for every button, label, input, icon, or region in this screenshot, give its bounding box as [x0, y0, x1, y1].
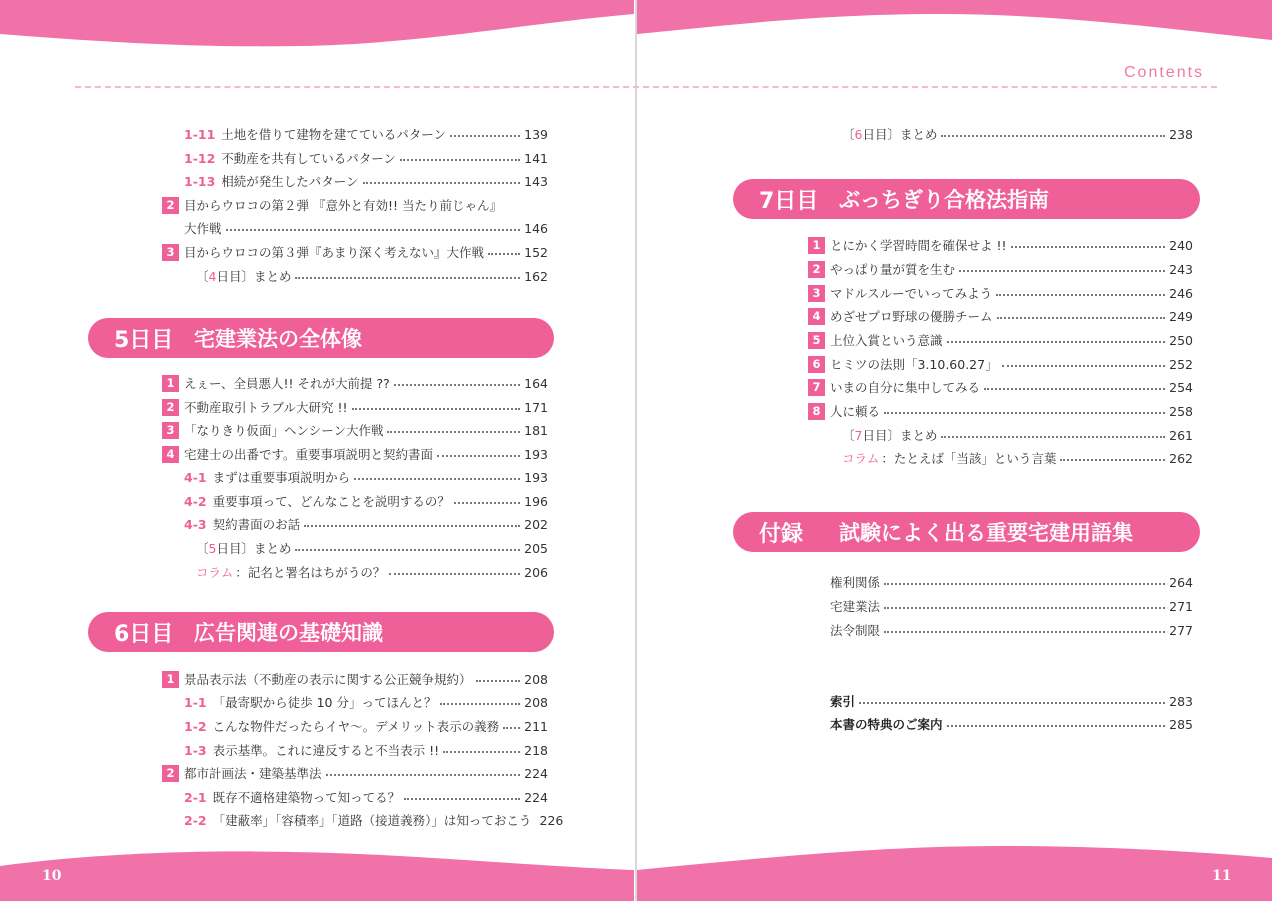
section-number-box: 2	[808, 261, 825, 278]
right-page-number: 11	[1212, 868, 1232, 884]
page-number: 224	[524, 765, 548, 781]
toc-entry[interactable]	[808, 377, 1193, 397]
toc-entry[interactable]	[808, 330, 1193, 350]
day5-banner	[88, 318, 554, 358]
page-number: 171	[524, 399, 548, 415]
toc-entry[interactable]	[162, 420, 548, 440]
summary-suffix: 日目〕まとめ	[216, 269, 292, 284]
entry-title: 景品表示法（不動産の表示に関する公正競争規約）	[184, 672, 472, 687]
toc-entry[interactable]	[184, 467, 548, 487]
entry-title: 大作戦	[184, 221, 222, 236]
dot-leader	[947, 341, 1165, 343]
dot-leader	[997, 317, 1165, 319]
subsection-number: 1-3	[184, 742, 207, 758]
page-number: 246	[1169, 285, 1193, 301]
day7-banner	[733, 179, 1200, 219]
dot-leader	[884, 412, 1165, 414]
page-number: 202	[524, 516, 548, 532]
toc-entry[interactable]	[830, 691, 1193, 711]
appendix-banner	[733, 512, 1200, 552]
contents-header-label: Contents	[1124, 64, 1205, 81]
dot-leader	[389, 573, 520, 575]
page-number: 224	[524, 789, 548, 805]
summary-bracket: 〔	[842, 127, 855, 142]
summary-day-number: 5	[208, 540, 217, 556]
page-number: 258	[1169, 403, 1193, 419]
entry-title: 既存不適格建築物って知ってる？	[212, 790, 401, 805]
page-number: 208	[524, 671, 548, 687]
entry-title: 宅建業法	[830, 599, 881, 614]
page-number: 152	[524, 244, 548, 260]
toc-entry[interactable]	[184, 716, 548, 736]
toc-entry[interactable]	[162, 195, 548, 215]
dot-leader	[884, 631, 1165, 633]
summary-bracket: 〔	[842, 428, 855, 443]
subsection-number: 4-2	[184, 493, 207, 509]
dot-leader	[226, 229, 520, 231]
entry-title: 表示基準。これに違反すると不当表示 !!	[212, 743, 440, 758]
dot-leader	[1002, 365, 1165, 367]
page-number: 271	[1169, 598, 1193, 614]
entry-title: こんな物件だったらイヤ〜。デメリット表示の義務	[212, 719, 500, 734]
dot-leader	[884, 583, 1165, 585]
toc-entry[interactable]	[830, 714, 1193, 734]
page-number: 193	[524, 469, 548, 485]
toc-entry[interactable]	[842, 448, 1193, 468]
dot-leader	[947, 725, 1165, 727]
summary-day-number: 6	[854, 126, 863, 142]
entry-title: 「最寄駅から徒歩 10 分」ってほんと？	[212, 695, 437, 710]
entry-title: 法令制限	[830, 623, 881, 638]
subsection-number: 1-13	[184, 173, 216, 189]
toc-entry[interactable]	[184, 740, 548, 760]
entry-title: マドルスルーでいってみよう	[830, 286, 993, 301]
entry-title: えぇー、全員悪人!! それが大前提 ??	[184, 376, 390, 391]
page-number: 262	[1169, 450, 1193, 466]
section-number-box: 4	[162, 446, 179, 463]
dot-leader	[443, 751, 520, 753]
page-number: 211	[524, 718, 548, 734]
summary-bracket: 〔	[196, 541, 209, 556]
book-gutter	[635, 0, 637, 901]
toc-entry[interactable]	[808, 283, 1193, 303]
summary-day-number: 7	[854, 427, 863, 443]
subsection-number: 4-1	[184, 469, 207, 485]
page-number: 240	[1169, 237, 1193, 253]
entry-title: とにかく学習時間を確保せよ !!	[830, 238, 1007, 253]
page-number: 285	[1169, 716, 1193, 732]
page-number: 218	[524, 742, 548, 758]
dot-leader	[450, 135, 520, 137]
entry-title: 重要事項って、どんなことを説明するの？	[212, 494, 450, 509]
header-dashed-rule	[75, 86, 1217, 88]
section-number-box: 1	[162, 671, 179, 688]
toc-entry[interactable]	[184, 124, 548, 144]
summary-suffix: 日目〕まとめ	[216, 541, 292, 556]
section-number-box: 3	[162, 422, 179, 439]
entry-title: 目からウロコの第３弾『あまり深く考えない』大作戦	[184, 245, 485, 260]
toc-entry[interactable]	[808, 235, 1193, 255]
entry-title: 「なりきり仮面」ヘンシーン大作戦	[184, 423, 384, 438]
toc-entry[interactable]	[196, 266, 548, 286]
day7-label: 7日目	[759, 188, 819, 214]
toc-entry[interactable]	[162, 669, 548, 689]
page-number: 181	[524, 422, 548, 438]
dot-leader	[984, 388, 1165, 390]
dot-leader	[941, 436, 1165, 438]
toc-entry[interactable]	[184, 148, 548, 168]
page-number: 164	[524, 375, 548, 391]
entry-title: 権利関係	[830, 575, 881, 590]
appendix-title: 試験によく出る重要宅建用語集	[839, 521, 1133, 545]
summary-day-number: 4	[208, 268, 217, 284]
page-number: 249	[1169, 308, 1193, 324]
dot-leader	[404, 798, 520, 800]
entry-title: いまの自分に集中してみる	[830, 380, 981, 395]
dot-leader	[363, 182, 520, 184]
subsection-number: 1-11	[184, 126, 216, 142]
subsection-number: 1-1	[184, 694, 207, 710]
entry-title: 目からウロコの第２弾 『意外と有効!! 当たり前じゃん』	[184, 198, 502, 213]
dot-leader	[941, 135, 1165, 137]
dot-leader	[503, 727, 520, 729]
page-number: 196	[524, 493, 548, 509]
toc-entry[interactable]	[162, 763, 548, 783]
section-number-box: 5	[808, 332, 825, 349]
section-number-box: 4	[808, 308, 825, 325]
page-number: 264	[1169, 574, 1193, 590]
entry-title: ヒミツの法則「3.10.60.27」	[830, 357, 998, 372]
entry-title: 人に頼る	[830, 404, 881, 419]
entry-title: 都市計画法・建築基準法	[184, 766, 322, 781]
section-number-box: 1	[162, 375, 179, 392]
dot-leader	[996, 294, 1165, 296]
column-label: コラム	[842, 451, 880, 466]
entry-title: 契約書面のお話	[212, 517, 301, 532]
toc-entry[interactable]	[184, 810, 564, 830]
toc-entry[interactable]	[842, 124, 1193, 144]
entry-title: 本書の特典のご案内	[830, 717, 943, 732]
toc-entry[interactable]	[830, 572, 1193, 592]
subsection-number: 4-3	[184, 516, 207, 532]
dot-leader	[304, 525, 520, 527]
subsection-number: 2-1	[184, 789, 207, 805]
section-number-box: 7	[808, 379, 825, 396]
page-number: 254	[1169, 379, 1193, 395]
toc-entry[interactable]	[196, 562, 548, 582]
page-number: 205	[524, 540, 548, 556]
page-number: 261	[1169, 427, 1193, 443]
entry-title: ：記名と署名はちがうの？	[235, 565, 386, 580]
toc-entry[interactable]	[162, 397, 548, 417]
dot-leader	[1011, 246, 1166, 248]
section-number-box: 2	[162, 765, 179, 782]
dot-leader	[476, 680, 520, 682]
dot-leader	[884, 607, 1165, 609]
entry-title: めざせプロ野球の優勝チーム	[830, 309, 993, 324]
section-number-box: 2	[162, 197, 179, 214]
page-number: 277	[1169, 622, 1193, 638]
page-number: 139	[524, 126, 548, 142]
section-number-box: 8	[808, 403, 825, 420]
page-number: 206	[524, 564, 548, 580]
toc-entry[interactable]	[196, 538, 548, 558]
dot-leader	[295, 277, 520, 279]
toc-entry[interactable]	[830, 596, 1193, 616]
subsection-number: 1-2	[184, 718, 207, 734]
page-number: 283	[1169, 693, 1193, 709]
entry-title: 土地を借りて建物を建てているパターン	[221, 127, 447, 142]
entry-title: 索引	[830, 694, 856, 709]
dot-leader	[440, 703, 520, 705]
toc-entry[interactable]	[808, 401, 1193, 421]
dot-leader	[295, 549, 520, 551]
toc-entry[interactable]	[184, 218, 548, 238]
column-label: コラム	[196, 565, 234, 580]
day7-title: ぶっちぎり合格法指南	[839, 188, 1049, 212]
page-number: 250	[1169, 332, 1193, 348]
entry-title: 上位入賞という意識	[830, 333, 943, 348]
toc-entry[interactable]	[830, 620, 1193, 640]
day5-label: 5日目	[114, 327, 174, 353]
entry-title: ：たとえば「当該」という言葉	[881, 451, 1057, 466]
entry-title: 不動産取引トラブル大研究 !!	[184, 400, 348, 415]
left-page-number: 10	[42, 868, 62, 884]
entry-title: やっぱり量が質を生む	[830, 262, 956, 277]
toc-entry[interactable]	[808, 306, 1193, 326]
section-number-box: 6	[808, 356, 825, 373]
day6-label: 6日目	[114, 621, 174, 647]
dot-leader	[437, 455, 520, 457]
dot-leader	[394, 384, 520, 386]
day6-banner	[88, 612, 554, 652]
section-number-box: 3	[162, 244, 179, 261]
dot-leader	[400, 159, 520, 161]
page-number: 162	[524, 268, 548, 284]
dot-leader	[859, 702, 1165, 704]
dot-leader	[352, 408, 521, 410]
entry-title: 不動産を共有しているパターン	[221, 151, 397, 166]
dot-leader	[387, 431, 520, 433]
entry-title: 「建蔽率」「容積率」「道路（接道義務）」は知っておこう	[212, 813, 532, 828]
subsection-number: 1-12	[184, 150, 216, 166]
section-number-box: 3	[808, 285, 825, 302]
toc-entry[interactable]	[184, 787, 548, 807]
toc-entry[interactable]	[184, 491, 548, 511]
entry-title: 宅建士の出番です。重要事項説明と契約書面	[184, 447, 434, 462]
toc-entry[interactable]	[184, 514, 548, 534]
toc-entry[interactable]	[808, 354, 1193, 374]
toc-entry[interactable]	[184, 692, 548, 712]
toc-entry[interactable]	[162, 373, 548, 393]
toc-entry[interactable]	[162, 242, 548, 262]
page-number: 238	[1169, 126, 1193, 142]
dot-leader	[326, 774, 520, 776]
section-number-box: 2	[162, 399, 179, 416]
dot-leader	[354, 478, 520, 480]
summary-suffix: 日目〕まとめ	[862, 127, 938, 142]
toc-entry[interactable]	[842, 425, 1193, 445]
section-number-box: 1	[808, 237, 825, 254]
toc-entry[interactable]	[162, 444, 548, 464]
dot-leader	[488, 253, 520, 255]
toc-entry[interactable]	[808, 259, 1193, 279]
dot-leader	[959, 270, 1165, 272]
entry-title: まずは重要事項説明から	[212, 470, 351, 485]
dot-leader	[1060, 459, 1165, 461]
day5-title: 宅建業法の全体像	[194, 327, 362, 351]
page-number: 252	[1169, 356, 1193, 372]
appendix-label: 付録	[759, 521, 804, 547]
page-number: 193	[524, 446, 548, 462]
page-number: 141	[524, 150, 548, 166]
page-number: 146	[524, 220, 548, 236]
day6-title: 広告関連の基礎知識	[194, 621, 383, 645]
subsection-number: 2-2	[184, 812, 207, 828]
dot-leader	[454, 502, 520, 504]
toc-entry[interactable]	[184, 171, 548, 191]
page-number: 208	[524, 694, 548, 710]
page-number: 243	[1169, 261, 1193, 277]
summary-bracket: 〔	[196, 269, 209, 284]
summary-suffix: 日目〕まとめ	[862, 428, 938, 443]
entry-title: 相続が発生したパターン	[221, 174, 359, 189]
page-number: 143	[524, 173, 548, 189]
page-number: 226	[539, 812, 564, 828]
